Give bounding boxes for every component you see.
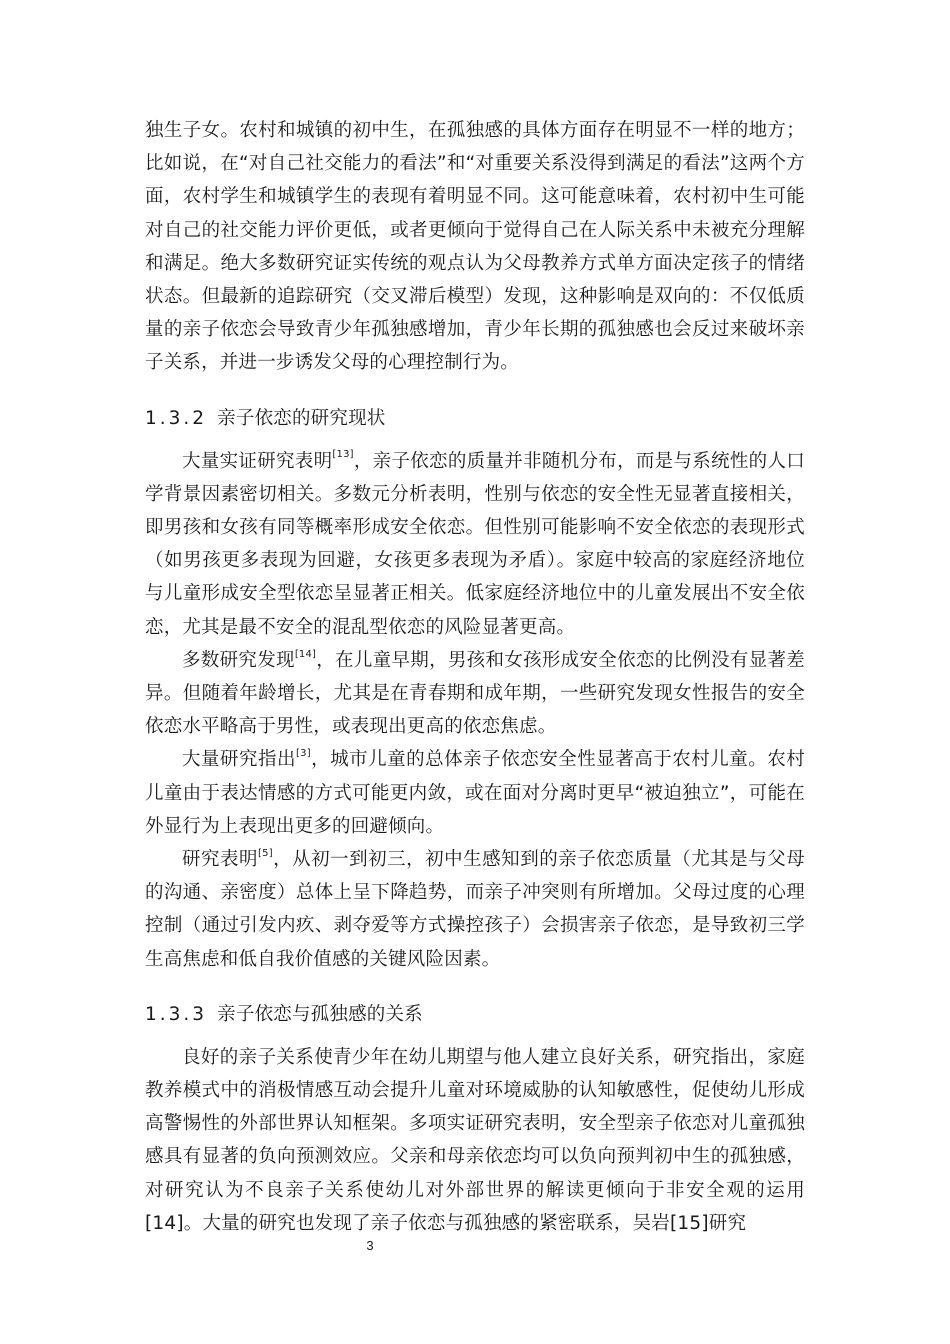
page-number: 3 [366, 1238, 374, 1253]
paragraph-text: 研究表明 [182, 849, 259, 871]
section-heading-1-3-2 [145, 402, 805, 435]
paragraph-text: 多数研究发现 [182, 649, 295, 671]
section-title: 亲子依恋的研究现状 [217, 407, 386, 429]
paragraph-text: 大量实证研究表明 [182, 450, 333, 472]
section-number: 1.3.3 [145, 1003, 208, 1025]
paragraph-text: ，从初一到初三，初中生感知到的亲子依恋质量（尤其是与父母的沟通、亲密度）总体上呈下降趋势，而亲子冲突则有所增加。父母过度的心理控制（通过引发内疚、剥夺爱等方式操控孩子）会损害亲子依恋，是导致初三学生高焦虑和低自我价值感的关键风险因素。 [145, 849, 805, 970]
section-number: 1.3.2 [145, 407, 208, 429]
citation-marker: [13] [332, 449, 354, 461]
paragraph-text: 大量研究指出 [182, 749, 297, 771]
paragraph-urban-rural [145, 743, 805, 843]
paragraph-text: ，亲子依恋的质量并非随机分布，而是与系统性的人口学背景因素密切相关。多数元分析表明，性别与依恋的安全性无显著直接相关，即男孩和女孩有同等概率形成安全依恋。但性别可能影响不安全依恋的表现形式（如男孩更多表现为回避，女孩更多表现为矛盾）。家庭中较高的家庭经济地位与儿童形成安全型依恋呈显著正相关。低家庭经济地位中的儿童发展出不安全依恋，尤其是最不安全的混乱型依恋的风险显著更高。 [145, 450, 805, 638]
intro-paragraph: 独生子女。农村和城镇的初中生，在孤独感的具体方面存在明显不一样的地方；比如说，在“对自己社交能力的看法”和“对重要关系没得到满足的看法”这两个方面，农村学生和城镇学生的表现有着明显不同。这可能意味着，农村初中生可能对自己的社交能力评价更低，或者更倾向于觉得自己在人际关系中未被充分理解和满足。绝大多数研究证实传统的观点认为父母教养方式单方面决定孩子的情绪状态。但最新的追踪研究（交叉滞后模型）发现，这种影响是双向的：不仅低质量的亲子依恋会导致青少年孤独感增加，青少年长期的孤独感也会反过来破坏亲子关系，并进一步诱发父母的心理控制行为。 [145, 120, 805, 374]
section-title: 亲子依恋与孤独感的关系 [217, 1003, 423, 1025]
section-heading-1-3-3 [145, 998, 805, 1031]
citation-marker: [5] [258, 847, 273, 859]
paragraph-grade-trend [145, 843, 805, 976]
paragraph-text: ，在儿童早期，男孩和女孩形成安全依恋的比例没有显著差异。但随着年龄增长，尤其是在青春期和成年期，一些研究发现女性报告的安全依恋水平略高于男性，或表现出更高的依恋焦虑。 [145, 649, 806, 738]
paragraph-attachment-demographics [145, 445, 805, 644]
citation-marker: [14] [294, 648, 317, 660]
citation-marker: [3] [296, 748, 311, 760]
paragraph-gender-differences [145, 644, 805, 744]
paragraph-text: ，城市儿童的总体亲子依恋安全性显著高于农村儿童。农村儿童由于表达情感的方式可能更内敛，或在面对分离时更早“被迫独立”，可能在外显行为上表现出更多的回避倾向。 [145, 749, 806, 837]
paragraph-attachment-loneliness: 良好的亲子关系使青少年在幼儿期望与他人建立良好关系，研究指出，家庭教养模式中的消极情感互动会提升儿童对环境威胁的认知敏感性，促使幼儿形成高警惕性的外部世界认知框架。多项实证研究表明，安全型亲子依恋对儿童孤独感具有显著的负向预测效应。父亲和母亲依恋均可以负向预判初中生的孤独感，对研究认为不良亲子关系使幼儿对外部世界的解读更倾向于非安全观的运用[14]。大量的研究也发现了亲子依恋与孤独感的紧密联系，吴岩[15]研究 [145, 1046, 805, 1234]
document-body [145, 114, 805, 1240]
